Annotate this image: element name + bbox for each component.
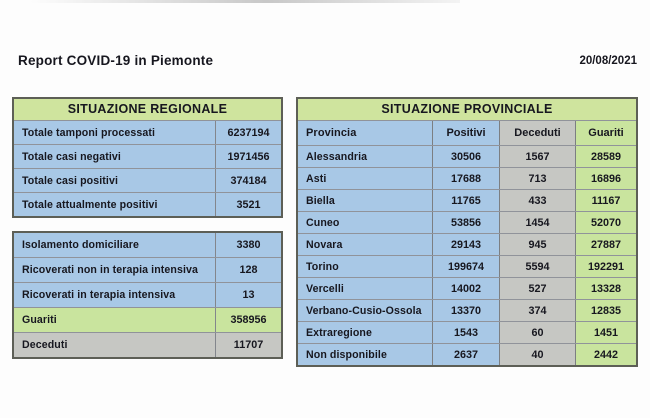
cell-deceduti: 5594	[499, 256, 575, 277]
cell-deceduti: 527	[499, 278, 575, 299]
cell-positivi: 30506	[432, 146, 499, 167]
provincial-situation-table	[296, 97, 638, 367]
cell-provincia: Asti	[298, 168, 432, 189]
row-value: 13	[215, 283, 281, 307]
row-value: 3380	[215, 233, 281, 257]
cell-provincia: Vercelli	[298, 278, 432, 299]
cell-provincia: Novara	[298, 234, 432, 255]
table-row	[298, 299, 636, 321]
column-header-deceduti: Deceduti	[499, 121, 575, 145]
row-label: Totale casi positivi	[14, 169, 215, 192]
cell-provincia: Biella	[298, 190, 432, 211]
table-row	[298, 255, 636, 277]
cell-provincia: Extraregione	[298, 322, 432, 343]
row-label: Deceduti	[14, 333, 215, 357]
column-header-guariti: Guariti	[575, 121, 636, 145]
table-row	[14, 192, 281, 216]
cell-positivi: 11765	[432, 190, 499, 211]
column-header-provincia: Provincia	[298, 121, 432, 145]
table-row	[14, 120, 281, 144]
table-row	[298, 211, 636, 233]
table-row	[298, 189, 636, 211]
cell-deceduti: 433	[499, 190, 575, 211]
table-row	[14, 168, 281, 192]
cell-guariti: 2442	[575, 344, 636, 365]
cell-deceduti: 1567	[499, 146, 575, 167]
hospitalization-table	[12, 231, 283, 359]
row-value: 11707	[215, 333, 281, 357]
column-header-positivi: Positivi	[432, 121, 499, 145]
cell-positivi: 2637	[432, 344, 499, 365]
cell-guariti: 27887	[575, 234, 636, 255]
cell-provincia: Verbano-Cusio-Ossola	[298, 300, 432, 321]
cell-deceduti: 40	[499, 344, 575, 365]
row-label: Ricoverati in terapia intensiva	[14, 283, 215, 307]
table-row	[14, 233, 281, 257]
table-row-deceduti	[14, 332, 281, 357]
cell-provincia: Torino	[298, 256, 432, 277]
cell-positivi: 17688	[432, 168, 499, 189]
cell-deceduti: 945	[499, 234, 575, 255]
row-label: Totale tamponi processati	[14, 121, 215, 144]
row-value: 374184	[215, 169, 281, 192]
scan-edge-artifact	[30, 0, 460, 3]
cell-positivi: 13370	[432, 300, 499, 321]
table-row	[298, 343, 636, 365]
row-label: Totale casi negativi	[14, 145, 215, 168]
cell-deceduti: 60	[499, 322, 575, 343]
cell-guariti: 11167	[575, 190, 636, 211]
cell-deceduti: 713	[499, 168, 575, 189]
cell-guariti: 12835	[575, 300, 636, 321]
cell-provincia: Non disponibile	[298, 344, 432, 365]
cell-positivi: 53856	[432, 212, 499, 233]
row-label: Ricoverati non in terapia intensiva	[14, 258, 215, 282]
cell-positivi: 14002	[432, 278, 499, 299]
row-value: 128	[215, 258, 281, 282]
table-row	[298, 321, 636, 343]
cell-deceduti: 1454	[499, 212, 575, 233]
cell-guariti: 13328	[575, 278, 636, 299]
page-title: Report COVID-19 in Piemonte	[18, 53, 214, 68]
regional-situation-table	[12, 97, 283, 218]
cell-provincia: Alessandria	[298, 146, 432, 167]
cell-guariti: 16896	[575, 168, 636, 189]
table-row	[298, 277, 636, 299]
table-row	[298, 233, 636, 255]
cell-guariti: 192291	[575, 256, 636, 277]
cell-positivi: 29143	[432, 234, 499, 255]
cell-deceduti: 374	[499, 300, 575, 321]
table-row	[298, 167, 636, 189]
cell-guariti: 1451	[575, 322, 636, 343]
row-value: 6237194	[215, 121, 281, 144]
row-value: 358956	[215, 308, 281, 332]
table-row-guariti	[14, 307, 281, 332]
row-label: Totale attualmente positivi	[14, 193, 215, 216]
table-row	[14, 144, 281, 168]
report-date: 20/08/2021	[579, 55, 637, 67]
cell-guariti: 28589	[575, 146, 636, 167]
column-header-row	[298, 120, 636, 145]
table-row	[298, 145, 636, 167]
row-label: Isolamento domiciliare	[14, 233, 215, 257]
row-value: 1971456	[215, 145, 281, 168]
regional-table-header: SITUAZIONE REGIONALE	[14, 99, 281, 120]
cell-guariti: 52070	[575, 212, 636, 233]
provincial-table-header: SITUAZIONE PROVINCIALE	[298, 99, 636, 120]
cell-positivi: 199674	[432, 256, 499, 277]
cell-provincia: Cuneo	[298, 212, 432, 233]
table-row	[14, 257, 281, 282]
table-row	[14, 282, 281, 307]
row-label: Guariti	[14, 308, 215, 332]
cell-positivi: 1543	[432, 322, 499, 343]
row-value: 3521	[215, 193, 281, 216]
